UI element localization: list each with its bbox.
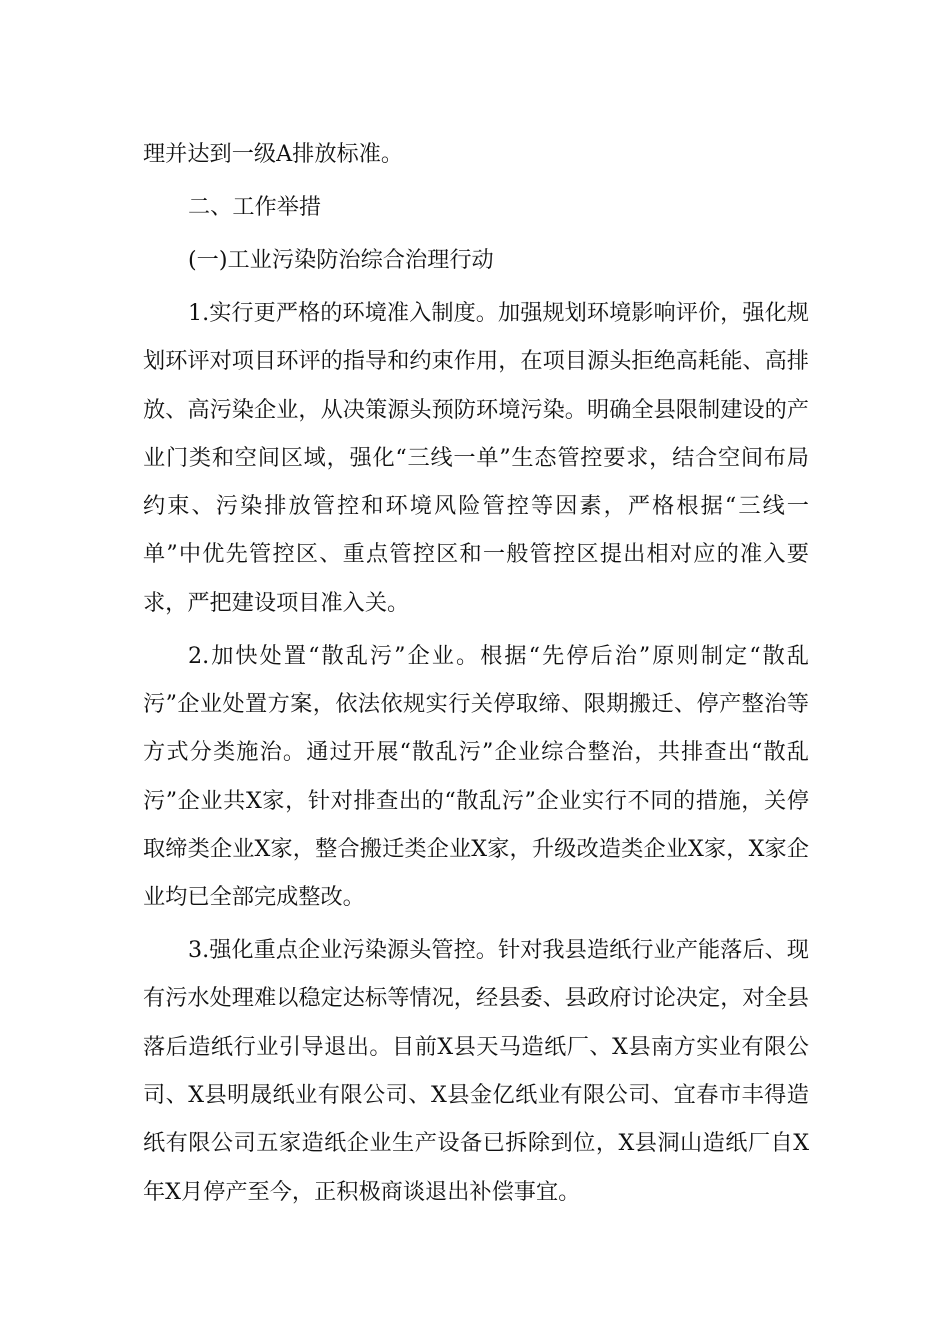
document-body — [143, 130, 809, 1221]
paragraph-continuation: 理并达到一级A排放标准。 — [143, 141, 404, 167]
paragraph-item-2: 2.加快处置“散乱污”企业。根据“先停后治”原则制定“散乱污”企业处置方案，依法依规实行关停取缔、限期搬迁、停产整治等方式分类施治。通过开展“散乱污”企业综合整治，共排查出“散乱污”企业共X家，针对排查出的“散乱污”企业实行不同的措施，关停取缔类企业X家，整合搬迁类企业X家，升级改造类企业X家，X家企业均已全部完成整改。 — [143, 642, 809, 911]
section-heading: 二、工作举措 — [188, 193, 322, 220]
paragraph-item-3: 3.强化重点企业污染源头管控。针对我县造纸行业产能落后、现有污水处理难以稳定达标等情况，经县委、县政府讨论决定，对全县落后造纸行业引导退出。目前X县天马造纸厂、X县南方实业有限公司、X县明晟纸业有限公司、X县金亿纸业有限公司、宜春市丰得造纸有限公司五家造纸企业生产设备已拆除到位，X县洞山造纸厂自X年X月停产至今，正积极商谈退出补偿事宜。 — [143, 937, 809, 1205]
subsection-heading: (一)工业污染防治综合治理行动 — [188, 246, 494, 273]
paragraph-item-1: 1.实行更严格的环境准入制度。加强规划环境影响评价，强化规划环评对项目环评的指导和约束作用，在项目源头拒绝高耗能、高排放、高污染企业，从决策源头预防环境污染。明确全县限制建设的产业门类和空间区域，强化“三线一单”生态管控要求，结合空间布局约束、污染排放管控和环境风险管控等因素，严格根据“三线一单”中优先管控区、重点管控区和一般管控区提出相对应的准入要求，严把建设项目准入关。 — [143, 299, 809, 616]
